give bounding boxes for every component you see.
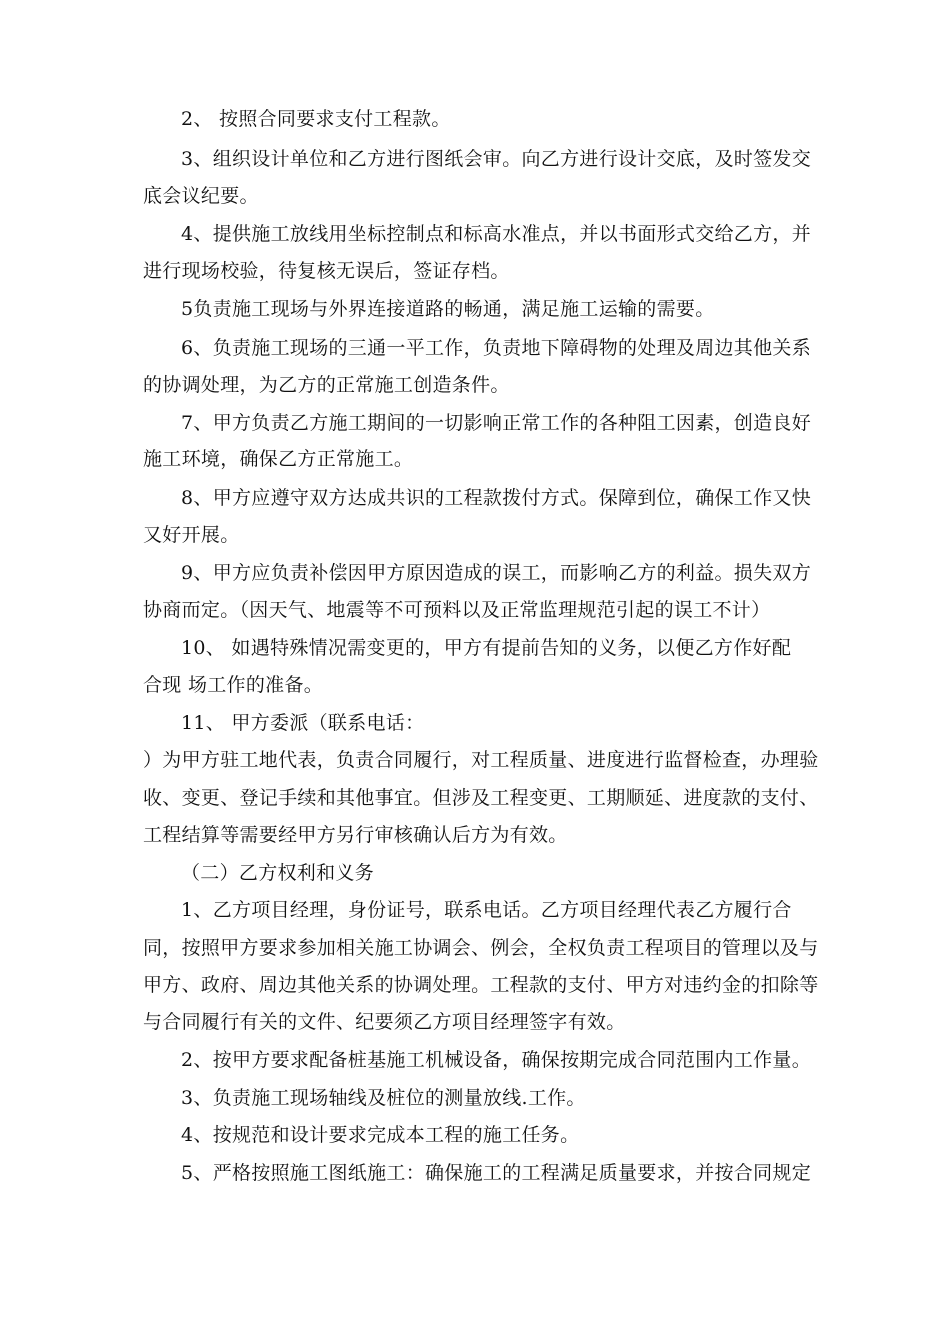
para-5-line-1: 5负责施工现场与外界连接道路的畅通，满足施工运输的需要。 [181, 298, 715, 320]
para-10-line-1: 10、 如遇特殊情况需变更的，甲方有提前告知的义务，以便乙方作好配 [181, 637, 792, 659]
para-10-line-2: 合现 场工作的准备。 [143, 674, 324, 696]
para-4-line-2: 进行现场校验，待复核无误后，签证存档。 [143, 260, 510, 282]
para-4-line-1: 4、提供施工放线用坐标控制点和标高水准点，并以书面形式交给乙方，并 [181, 223, 811, 245]
para-8-line-2: 又好开展。 [143, 524, 240, 546]
para-2-line-1: 2、 按照合同要求支付工程款。 [181, 108, 451, 130]
para-7-line-1: 7、甲方负责乙方施工期间的一切影响正常工作的各种阻工因素，创造良好 [181, 412, 811, 434]
para-9-line-2: 协商而定。（因天气、地震等不可预料以及正常监理规范引起的误工不计） [143, 599, 771, 621]
para-11-line-3: 收、变更、登记手续和其他事宜。但涉及工程变更、工期顺延、进度款的支付、 [143, 787, 819, 809]
para-8-line-1: 8、甲方应遵守双方达成共识的工程款拨付方式。保障到位，确保工作又快 [181, 487, 811, 509]
para-11-line-1: 11、 甲方委派（联系电话： [181, 712, 425, 734]
para-6-line-1: 6、负责施工现场的三通一平工作，负责地下障碍物的处理及周边其他关系 [181, 337, 811, 359]
b-para-1-line-1: 1、乙方项目经理，身份证号，联系电话。乙方项目经理代表乙方履行合 [181, 899, 792, 921]
b-para-1-line-2: 同，按照甲方要求参加相关施工协调会、例会，全权负责工程项目的管理以及与 [143, 937, 819, 959]
para-7-line-2: 施工环境，确保乙方正常施工。 [143, 448, 414, 470]
b-para-2-line-1: 2、按甲方要求配备桩基施工机械设备，确保按期完成合同范围内工作量。 [181, 1049, 811, 1071]
para-3-line-2: 底会议纪要。 [143, 185, 259, 207]
para-9-line-1: 9、甲方应负责补偿因甲方原因造成的误工，而影响乙方的利益。损失双方 [181, 562, 811, 584]
para-11-line-4: 工程结算等需要经甲方另行审核确认后方为有效。 [143, 824, 568, 846]
para-6-line-2: 的协调处理，为乙方的正常施工创造条件。 [143, 374, 510, 396]
b-para-5-line-1: 5、严格按照施工图纸施工：确保施工的工程满足质量要求，并按合同规定 [181, 1162, 811, 1184]
b-para-1-line-3: 甲方、政府、周边其他关系的协调处理。工程款的支付、甲方对违约金的扣除等 [143, 974, 819, 996]
section-heading-2: （二）乙方权利和义务 [181, 862, 375, 884]
para-11-line-2: ）为甲方驻工地代表，负责合同履行，对工程质量、进度进行监督检查，办理验 [143, 749, 819, 771]
b-para-1-line-4: 与合同履行有关的文件、纪要须乙方项目经理签字有效。 [143, 1011, 626, 1033]
para-3-line-1: 3、组织设计单位和乙方进行图纸会审。向乙方进行设计交底，及时签发交 [181, 148, 811, 170]
b-para-4-line-1: 4、按规范和设计要求完成本工程的施工任务。 [181, 1124, 580, 1146]
b-para-3-line-1: 3、负责施工现场轴线及桩位的测量放线.工作。 [181, 1087, 586, 1109]
